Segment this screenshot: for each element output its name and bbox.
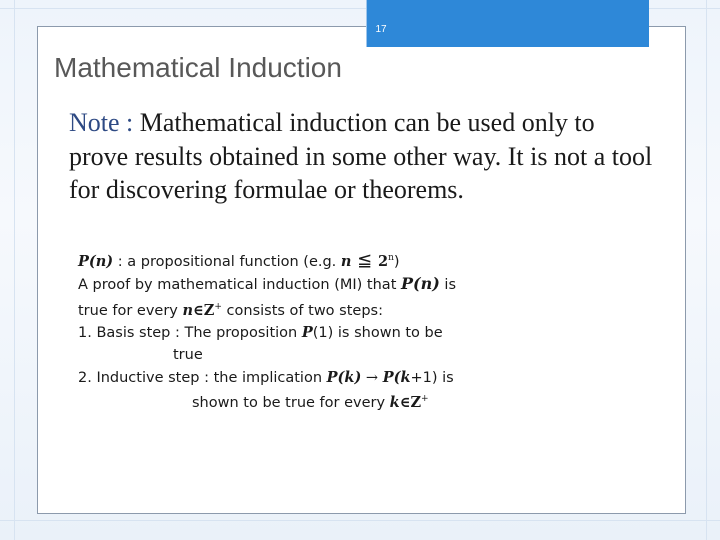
note-paragraph	[69, 106, 709, 207]
body-line-7	[78, 389, 498, 414]
body-line-5: true	[173, 347, 203, 364]
implies-arrow: →	[361, 369, 383, 386]
body-line-2	[78, 273, 498, 297]
body-line-1	[78, 248, 498, 273]
page-number: 17	[375, 24, 387, 35]
plus-superscript: +	[214, 302, 222, 313]
decorative-line	[14, 0, 15, 540]
body-line-3	[78, 297, 498, 322]
body-text: +1) is	[410, 369, 454, 386]
n-symbol: n	[340, 252, 352, 270]
n-symbol: n	[182, 301, 194, 319]
z-symbol: Z	[203, 301, 215, 319]
body-line-6	[78, 367, 498, 390]
note-text: Mathematical induction can be used only to	[139, 108, 595, 137]
decorative-line	[706, 0, 707, 540]
note-label: Note :	[69, 108, 140, 137]
pn-symbol: P(n)	[401, 274, 440, 294]
pk-symbol: P(k)	[326, 368, 362, 386]
body-line-4	[78, 322, 498, 345]
note-line-1	[69, 106, 709, 140]
leq-symbol: ≦	[351, 249, 378, 271]
z-symbol: Z	[410, 394, 422, 412]
pn-symbol: P(n)	[78, 252, 114, 270]
body-text: shown to be true for every	[192, 395, 390, 412]
slide-title: Mathematical Induction	[54, 52, 342, 83]
body-text: : a propositional function (e.g.	[113, 253, 341, 270]
note-line-3: for discovering formulae or theorems.	[69, 175, 464, 204]
exponent-n: n	[388, 253, 394, 263]
p-symbol: P	[301, 324, 313, 342]
k-symbol: k	[389, 394, 400, 412]
element-of-symbol: ∈	[399, 394, 411, 412]
body-text: 2. Inductive step : the implication	[78, 369, 327, 386]
plus-superscript: +	[421, 394, 429, 405]
body-text: 1. Basis step : The proposition	[78, 325, 302, 342]
body-text: is	[439, 277, 457, 294]
two-symbol: 2	[377, 252, 389, 270]
body-text: true for every	[78, 302, 183, 319]
body-text: consists of two steps:	[221, 302, 383, 319]
header-accent-box	[366, 0, 649, 47]
note-line-2: prove results obtained in some other way. It is not a tool	[69, 141, 653, 171]
body-text: A proof by mathematical induction (MI) that	[78, 277, 401, 294]
body-text: (1) is shown to be	[312, 325, 443, 342]
element-of-symbol: ∈	[193, 301, 204, 319]
decorative-line	[0, 520, 720, 521]
pk1-symbol: P(k	[382, 368, 411, 386]
body-text: )	[393, 253, 400, 270]
definition-block	[78, 248, 498, 415]
